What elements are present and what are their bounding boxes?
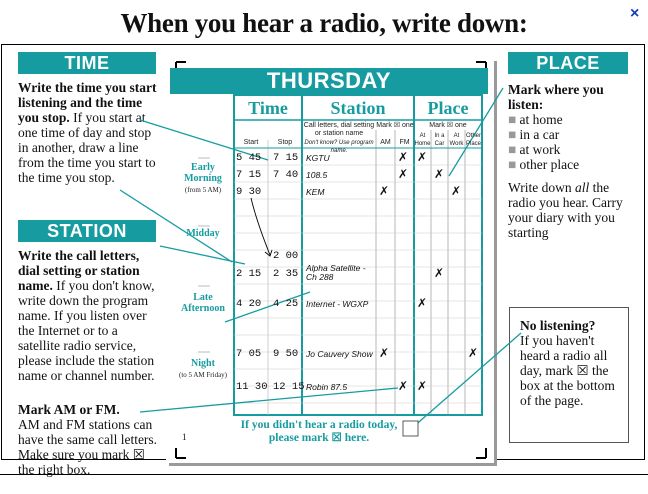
row2-car-mark: ✗ (434, 167, 445, 181)
row5-stop: 2 35 (273, 268, 299, 280)
checkbox-icon: ■ (508, 142, 520, 157)
row3-start: 9 30 (236, 186, 262, 198)
place-col-home: At Home (414, 133, 431, 147)
stop-label: Stop (277, 139, 293, 146)
row8-station: Robin 87.5 (306, 382, 348, 392)
period-night: Night (to 5 AM Friday) (178, 358, 228, 379)
row8-stop: 12 15 (273, 381, 305, 393)
row5-start: 2 15 (236, 268, 262, 280)
place-col-other: Other Place (465, 133, 481, 147)
place-option-work: ■ at work (508, 142, 561, 157)
place-lead: Mark where you listen: (508, 82, 604, 112)
station-sub2: Don't know? Use program name. (304, 140, 374, 154)
nolisten-body: If you haven't heard a radio all day, mark ☒ the box at the bottom of the page. (520, 333, 615, 408)
row1-start: 5 45 (236, 152, 262, 164)
place-body: Write down all the radio you hear. Carry your diary with you starting (508, 180, 623, 240)
start-label: Start (243, 139, 259, 146)
diary-footer: If you didn't hear a radio today, please mark ☒ here. (240, 419, 398, 444)
row6-station: Internet - WGXP (306, 299, 369, 309)
station-mark-one: Mark ☒ one (376, 122, 414, 129)
place-col-car: In a Car (434, 133, 445, 147)
time-header: TIME (18, 52, 156, 74)
row7-other-mark: ✗ (468, 346, 479, 360)
page-number: 1 (182, 432, 187, 442)
close-icon[interactable]: × (630, 5, 640, 22)
row3-am-mark: ✗ (379, 184, 390, 198)
row5-station: Alpha Satellite - Ch 288 (306, 263, 366, 282)
row8-home-mark: ✗ (417, 379, 428, 393)
row6-home-mark: ✗ (417, 296, 428, 310)
row6-start: 4 20 (236, 298, 262, 310)
am-label: AM (380, 139, 391, 146)
time-lead: Write the time you start listening and the time you stop. (18, 80, 157, 125)
place-mark-one: Mark ☒ one (429, 122, 467, 129)
row7-station: Jo Cauvery Show (306, 349, 373, 359)
amfm-body: AM and FM stations can have the same call letters. Make sure you mark ☒ the right box. (18, 417, 158, 477)
checkbox-icon: ■ (508, 127, 520, 142)
time-body: If you start at one time of day and stop in another, draw a line from the time you start to the time you stop. (18, 110, 156, 185)
place-option-home: ■ at home (508, 112, 563, 127)
period-midday: Midday (186, 228, 220, 239)
row1-stop: 7 15 (273, 152, 299, 164)
station-header: STATION (18, 220, 156, 242)
row2-fm-mark: ✗ (398, 167, 409, 181)
page-title: When you hear a radio, write down: (120, 8, 528, 38)
row1-station: KGTU (306, 153, 330, 163)
place-header: PLACE (508, 52, 628, 74)
checkbox-icon: ■ (508, 157, 520, 172)
row7-stop: 9 50 (273, 348, 299, 360)
row1-home-mark: ✗ (417, 150, 428, 164)
row2-station: 108.5 (306, 170, 328, 180)
place-option-car: ■ in a car (508, 127, 560, 142)
row8-fm-mark: ✗ (398, 379, 409, 393)
diary-day-header: THURSDAY (170, 68, 488, 94)
period-early-morning: Early Morning (from 5 AM) (184, 162, 222, 194)
checkbox-icon: ■ (508, 112, 520, 127)
row3-work-mark: ✗ (451, 184, 462, 198)
col-place-header: Place (427, 98, 469, 118)
row2-start: 7 15 (236, 169, 262, 181)
row7-am-mark: ✗ (379, 346, 390, 360)
nolisten-lead: No listening? (520, 318, 596, 333)
station-lead: Write the call letters, dial setting or station name. (18, 248, 140, 293)
row8-start: 11 30 (236, 381, 268, 393)
station-sub1: Call letters, dial setting or station name (303, 122, 375, 137)
col-station-header: Station (330, 98, 386, 118)
station-body: If you don't know, write down the program name. If you listen over the Internet or to a satellite radio service, please include the station name or channel number. (18, 278, 155, 383)
period-late-afternoon: Late Afternoon (181, 292, 225, 314)
col-time-header: Time (248, 98, 288, 118)
row7-start: 7 05 (236, 348, 262, 360)
row6-stop: 4 25 (273, 298, 299, 310)
row4-stop: 2 00 (273, 250, 299, 262)
row1-fm-mark: ✗ (398, 150, 409, 164)
place-col-work: At Work (449, 133, 464, 147)
place-option-other: ■ other place (508, 157, 580, 172)
amfm-lead: Mark AM or FM. (18, 402, 120, 417)
row2-stop: 7 40 (273, 169, 299, 181)
row3-station: KEM (306, 187, 325, 197)
fm-label: FM (399, 139, 410, 146)
row5-car-mark: ✗ (434, 266, 445, 280)
